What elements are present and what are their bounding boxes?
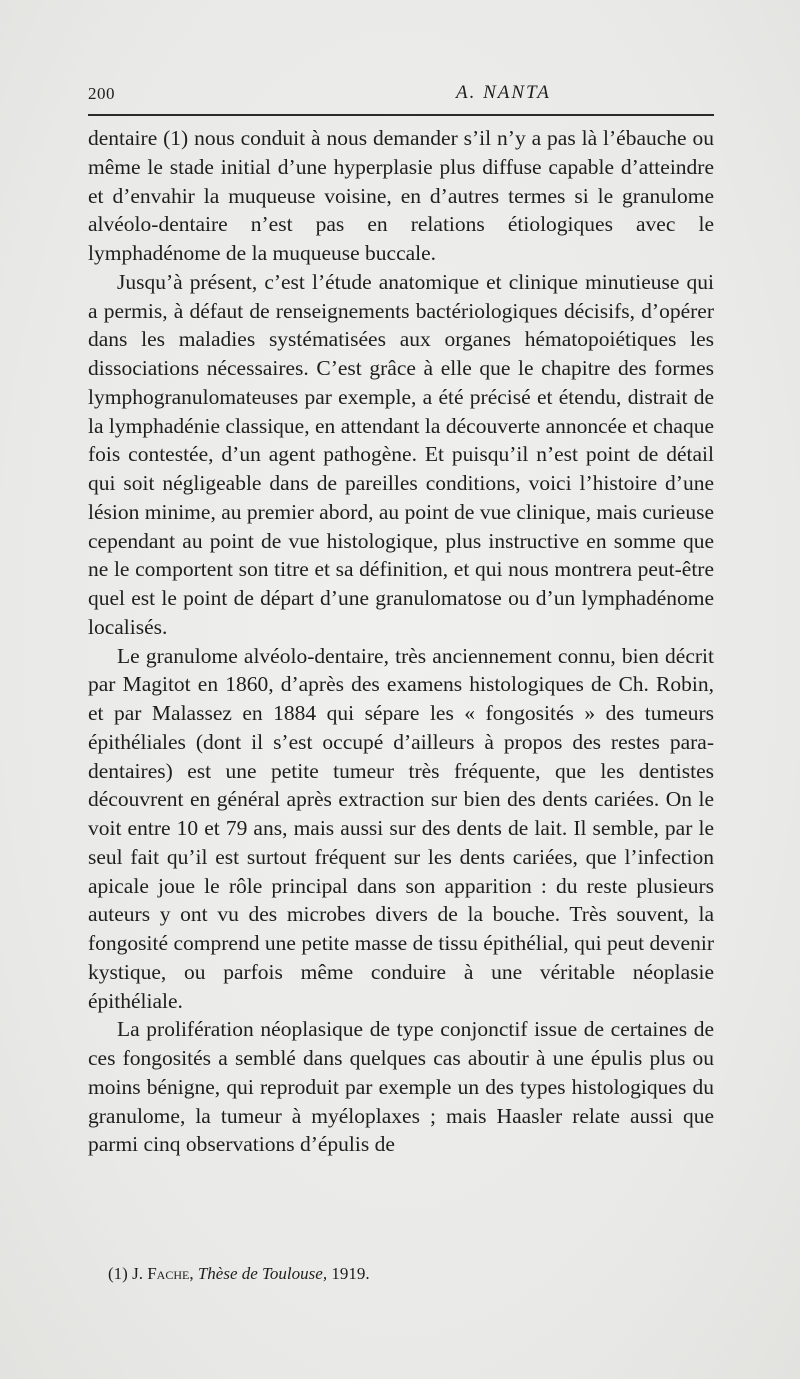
footnote-marker: (1) bbox=[108, 1264, 128, 1283]
footnote-year: 1919. bbox=[331, 1264, 370, 1283]
body-text bbox=[88, 124, 714, 1159]
footnote-title: Thèse de Toulouse, bbox=[197, 1264, 328, 1283]
paragraph: Le granulome alvéolo-dentaire, très anciennement connu, bien décrit par Magitot en 1860, d’après des examens histologiques de Ch. Robin, et par Malassez en 1884 qui sépare les « fongosités » des tumeurs épithéliales (dont il s’est occupé d’ailleurs à propos des restes para-dentaires) est une petite tumeur très fréquente, que les dentistes découvrent en général après extraction sur bien des dents cariées. On le voit entre 10 et 79 ans, mais aussi sur des dents de lait. Il semble, par le seul fait qu’il est surtout fréquent sur les dents cariées, que l’infection apicale joue le rôle principal dans son apparition : du reste plusieurs auteurs y ont vu des microbes divers de la bouche. Très souvent, la fongosité comprend une petite masse de tissu épithélial, qui peut devenir kystique, ou parfois même conduire à une véritable néoplasie épithéliale. bbox=[88, 643, 714, 1013]
footnote bbox=[108, 1263, 714, 1285]
page-number: 200 bbox=[88, 84, 115, 103]
footnote-author: J. Fache, bbox=[132, 1264, 194, 1283]
header-rule bbox=[88, 114, 714, 116]
page-header bbox=[88, 80, 714, 110]
running-head: A. NANTA bbox=[456, 82, 551, 103]
paragraph: Jusqu’à présent, c’est l’étude anatomique et clinique minutieuse qui a permis, à défaut de renseignements bactériologiques décisifs, d’opérer dans les maladies systématisées aux organes hématopoiétiques les dissociations nécessaires. C’est grâce à elle que le chapitre des formes lymphogranulomateuses par exemple, a été précisé et étendu, distrait de la lymphadénie classique, en attendant la découverte annoncée et chaque fois contestée, d’un agent pathogène. Et puisqu’il n’est point de détail qui soit négligeable dans de pareilles conditions, voici l’histoire d’une lésion minime, au premier abord, au point de vue clinique, mais curieuse cependant au point de vue histologique, plus instructive en somme que ne le comportent son titre et sa définition, et qui nous montrera peut-être quel est le point de départ d’une granulomatose ou d’un lymphadénome localisés. bbox=[88, 269, 714, 639]
paragraph: La prolifération néoplasique de type conjonctif issue de certaines de ces fongosités a semblé dans quelques cas aboutir à une épulis plus ou moins bénigne, qui reproduit par exemple un des types histologiques du granulome, la tumeur à myéloplaxes ; mais Haasler relate aussi que parmi cinq observations d’épulis de bbox=[88, 1017, 714, 1157]
paragraph: dentaire (1) nous conduit à nous demander s’il n’y a pas là l’ébauche ou même le stade initial d’une hyperplasie plus diffuse capable d’atteindre et d’envahir la muqueuse voisine, en d’autres termes si le granulome alvéolo-dentaire n’est pas en relations étiologiques avec le lymphadénome de la muqueuse buccale. bbox=[88, 126, 714, 265]
